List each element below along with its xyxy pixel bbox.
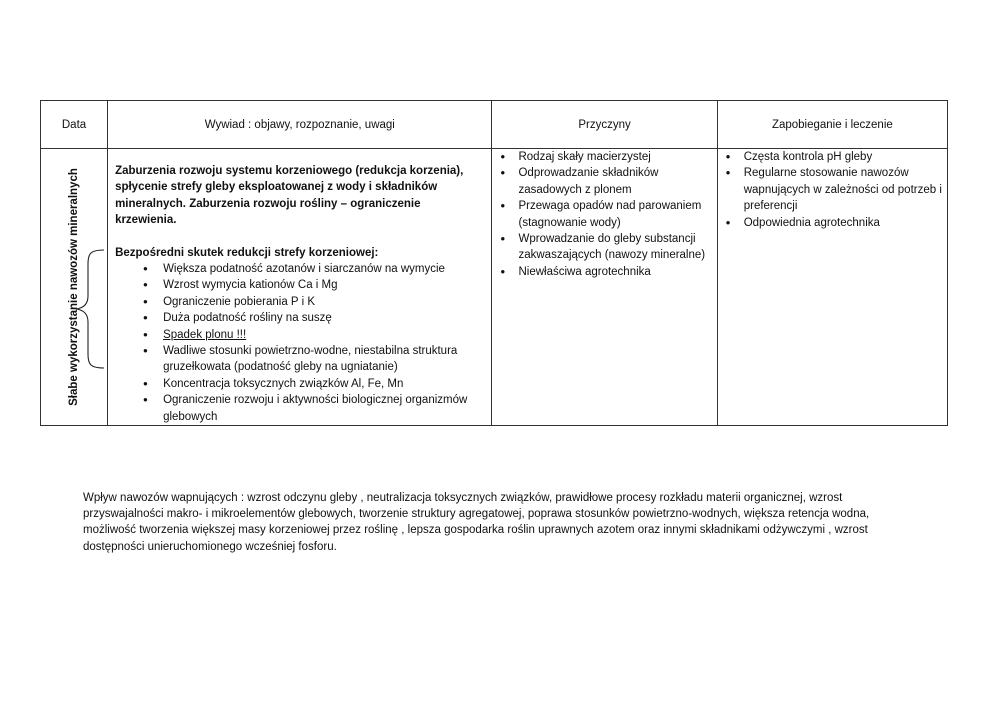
list-item: • Wprowadzanie do gleby substancji zakwaszających (nawozy mineralne) [492,231,716,264]
list-item: • Wzrost wymycia kationów Ca i Mg [139,277,481,293]
list-item: • Ograniczenie rozwoju i aktywności biologicznej organizmów glebowych [139,392,481,425]
header-wywiad: Wywiad : objawy, rozpoznanie, uwagi [108,101,492,149]
list-item: • Rodzaj skały macierzystej [492,149,716,165]
header-przyczyny: Przyczyny [492,101,717,149]
yield-drop-text: Spadek plonu !!! [163,328,247,341]
list-item: • Odprowadzanie składników zasadowych z plonem [492,165,716,198]
list-item: • Niewłaściwa agrotechnika [492,264,716,280]
symptom-list [115,261,481,425]
table-header-row [41,101,948,149]
table-row [41,149,948,426]
wywiad-cell [108,149,492,426]
list-item: • Odpowiednia agrotechnika [718,215,947,231]
curly-brace-icon [56,248,116,370]
list-item: • Wadliwe stosunki powietrzno-wodne, niestabilna struktura gruzełkowata (podatność gleby na ugniatanie) [139,343,481,376]
footer-paragraph: Wpływ nawozów wapnujących : wzrost odczynu gleby , neutralizacja toksycznych związków, prawidłowe procesy rozkładu materii organicznej, wzrost przyswajalności makro- i mikroelementów glebowych, tworzenie struktury agregatowej, poprawa stosunków powietrzno-wodnych, większa retencja wodna, możliwość tworzenia większej masy korzeniowej przez roślinę , lepsza gospodarka roślin uprawnych azotem oraz innymi składnikami odżywczymi , wzrost dostępności unieruchomionego wcześniej fosforu. [83,491,870,553]
list-item: • Ograniczenie pobierania P i K [139,294,481,310]
header-zapobieganie: Zapobieganie i leczenie [717,101,947,149]
list-item: • Przewaga opadów nad parowaniem (stagnowanie wody) [492,198,716,231]
list-item: • Regularne stosowanie nawozów wapnujących w zależności od potrzeb i preferencji [718,165,947,214]
list-item: • Częsta kontrola pH gleby [718,149,947,165]
header-data: Data [41,101,108,149]
przyczyny-cell [492,149,717,426]
wywiad-intro: Zaburzenia rozwoju systemu korzeniowego (redukcja korzenia), spłycenie strefy gleby eksploatowanej z wody i składników mineralnych. Zaburzenia rozwoju rośliny – ograniczenie krzewienia. [115,165,464,227]
list-item: • Większa podatność azotanów i siarczanów na wymycie [139,261,481,277]
wywiad-subheading: Bezpośredni skutek redukcji strefy korzeniowej: [115,246,379,259]
zapobieganie-cell [717,149,947,426]
row-label: Słabe wykorzystanie nawozów mineralnych [68,168,81,406]
zapobieganie-list [718,149,947,231]
list-item: • Koncentracja toksycznych związków Al, Fe, Mn [139,376,481,392]
przyczyny-list [492,149,716,280]
diagnosis-table [40,100,948,426]
list-item [139,327,481,343]
list-item: • Duża podatność rośliny na suszę [139,310,481,326]
